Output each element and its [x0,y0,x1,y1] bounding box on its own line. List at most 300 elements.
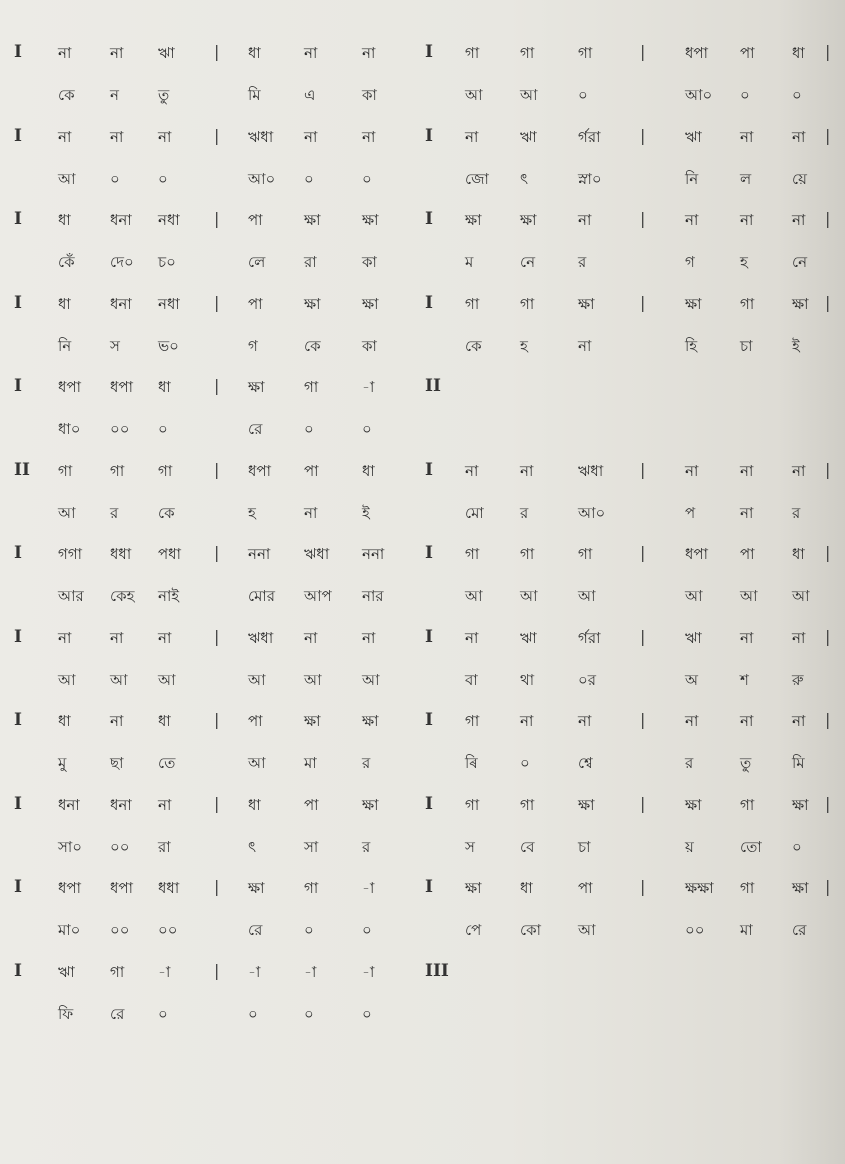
swara-note: ক্ষা [685,795,702,814]
barline: | [640,459,646,479]
swara-note: ননা [248,545,271,563]
swara-note: না [465,461,479,480]
swara-note: গগা [58,545,83,563]
swara-line [0,961,845,991]
swara-note: গা [520,44,535,62]
lyric-syllable: কা [362,253,377,271]
lyric-syllable: ০ [110,169,120,188]
swara-note: ননা [362,545,385,563]
swara-line [0,376,845,406]
barline: I [425,793,433,814]
swara-note: ক্ষা [685,294,702,313]
swara-note: না [792,628,806,647]
barline: | [640,42,646,61]
lyric-syllable: ০ [362,1004,372,1023]
swara-note: ঋা [158,44,175,62]
swara-note: গা [304,879,319,897]
swara-note: পধা [158,545,181,563]
barline: | [640,877,646,896]
lyric-syllable: য়ে [792,169,807,188]
lyric-syllable: বা [465,670,478,689]
swara-note: পা [740,545,755,563]
swara-note: গা [465,545,480,563]
lyric-syllable: শ্বে [578,754,593,772]
lyric-syllable: তো [740,837,762,856]
barline: I [425,209,433,229]
barline: | [214,376,220,395]
swara-note: না [520,712,534,730]
lead-barline: I [14,960,22,981]
lyric-syllable: র [362,837,371,856]
swara-note: পা [248,712,263,730]
lyric-syllable: ০০ [110,420,130,438]
lyric-syllable: মি [248,86,261,104]
lyric-syllable: ৰি [465,754,478,772]
lyric-syllable: মা [304,754,317,772]
lyric-syllable: ০ [792,86,802,104]
swara-note: গা [520,294,535,313]
swara-note: ঋধা [304,545,330,563]
lyric-syllable: ০ [304,1004,314,1023]
lyric-syllable: ই [362,503,370,522]
lyric-syllable: ০ [740,86,750,104]
lyric-syllable: অ [685,670,698,689]
lyric-syllable: ম [465,253,474,271]
lyric-syllable: থা [520,670,535,689]
swara-note: না [362,127,376,146]
lyric-syllable: তু [740,754,752,772]
lyric-line [0,1003,845,1033]
swara-note: -া [304,962,317,981]
swara-line [0,42,845,72]
lyric-syllable: কেহ [110,587,135,605]
lyric-syllable: স [110,336,120,355]
lyric-syllable: গ [685,253,695,271]
end-barline: | [825,209,831,228]
lyric-syllable: না [740,503,754,522]
barline: I [425,877,433,897]
lyric-syllable: সা০ [58,837,83,856]
lead-barline: II [14,459,30,480]
swara-note: না [158,795,172,814]
lyric-syllable: আ [110,670,128,689]
swara-note: ক্ষা [578,795,595,814]
barline: | [214,793,220,813]
lyric-line [0,84,845,114]
lyric-syllable: রে [110,1004,125,1023]
lyric-syllable: জো [465,169,489,188]
barline: | [640,209,646,228]
swara-note: ক্ষা [362,795,379,814]
lyric-syllable: লে [248,253,266,271]
lyric-syllable: দে০ [110,253,134,271]
lyric-syllable: আ০ [685,86,713,104]
swara-note: ঋা [520,628,537,647]
lyric-syllable: মা০ [58,921,81,939]
lyric-syllable: র [578,253,587,271]
swara-note: না [685,712,699,730]
swara-note: ধপা [110,378,133,396]
barline: | [640,543,646,562]
swara-note: না [158,127,172,146]
lyric-syllable: মো [465,503,484,522]
barline: | [640,125,646,145]
swara-note: ধা [248,44,261,62]
lead-barline: I [14,209,22,229]
lead-barline: I [14,543,22,563]
swara-note: ক্ষা [578,294,595,313]
lyric-syllable: রে [792,921,807,939]
barline: | [640,793,646,813]
swara-note: গা [740,879,755,897]
swara-note: না [520,461,534,480]
lyric-syllable: ৎ [520,169,529,188]
swara-note: ধধা [110,545,132,563]
barline: | [214,125,220,145]
lyric-syllable: তু [158,86,170,104]
barline: | [214,543,220,562]
lyric-syllable: আ [465,86,483,104]
lyric-syllable: আ [465,587,483,605]
lead-barline: I [14,626,22,647]
lyric-line [0,502,845,532]
swara-note: ধনা [58,795,80,814]
lyric-syllable: আর [58,587,84,605]
swara-note: ধা [158,378,171,396]
swara-note: ধা [58,294,71,313]
swara-line [0,126,845,156]
lyric-syllable: স্না০ [578,169,602,188]
swara-note: ঋা [520,127,537,146]
barline: | [214,710,220,729]
lyric-syllable: ০ [158,1004,168,1023]
barline: I [425,459,433,480]
lyric-syllable: কে [304,336,321,355]
swara-note: ধপা [110,879,133,897]
swara-line [0,209,845,239]
barline: | [214,209,220,228]
swara-line [0,877,845,907]
lyric-syllable: ০ [578,86,588,104]
swara-note: ধপা [685,44,708,62]
swara-note: ধপা [248,461,271,480]
swara-note: না [304,127,318,146]
lyric-syllable: প [685,503,696,522]
lyric-syllable: ০ [362,921,372,939]
swara-note: পা [304,795,319,814]
swara-note: না [792,211,806,229]
lyric-line [0,251,845,281]
swara-note: ধা [58,712,71,730]
lyric-syllable: স [465,837,475,856]
barline: | [214,459,220,479]
lyric-syllable: ০০ [158,921,178,939]
swara-note: -া [362,378,375,396]
swara-note: গা [465,712,480,730]
swara-note: না [465,628,479,647]
barline: | [640,626,646,646]
lead-barline: I [14,793,22,814]
swara-note: ধা [792,545,805,563]
lyric-syllable: ল [740,169,752,188]
lyric-syllable: তে [158,754,176,772]
lyric-syllable: মু [58,754,67,772]
lyric-syllable: হ [740,253,748,271]
swara-note: না [110,712,124,730]
swara-note: না [740,628,754,647]
lyric-syllable: কা [362,86,377,104]
swara-note: ঋধা [248,628,274,647]
swara-note: ঋা [685,127,702,146]
swara-note: ক্ষা [792,795,809,814]
barline: | [640,710,646,729]
lyric-syllable: র [792,503,801,522]
lyric-syllable: আ [248,670,266,689]
barline: | [214,292,220,312]
barline: I [425,543,433,563]
swara-note: ক্ষা [248,879,265,897]
lyric-syllable: র [362,754,371,772]
lyric-syllable: আ০ [248,169,276,188]
lyric-syllable: আ [578,587,596,605]
lyric-syllable: পে [465,921,482,939]
swara-note: -া [362,879,375,897]
swara-note: পা [578,879,593,897]
swara-note: ধা [58,211,71,229]
lyric-syllable: আ [248,754,266,772]
lyric-syllable: নার [362,587,384,605]
swara-note: গা [520,795,535,814]
swara-line [0,460,845,490]
lyric-syllable: র [520,503,529,522]
lyric-syllable: ০০ [110,837,130,856]
end-barline: | [825,877,831,896]
lead-barline: I [14,376,22,396]
swara-note: না [110,628,124,647]
swara-note: গা [740,795,755,814]
lyric-syllable: ধা০ [58,420,81,438]
end-barline: | [825,543,831,562]
end-barline: | [825,626,831,646]
swara-note: গা [58,461,73,480]
lyric-syllable: আ [58,169,76,188]
barline: I [425,42,433,62]
lyric-syllable: ফি [58,1004,74,1023]
lyric-syllable: ০ [158,420,168,438]
swara-line [0,710,845,740]
barline: II [425,376,441,396]
swara-line [0,543,845,573]
swara-note: না [304,628,318,647]
lyric-syllable: ০ [362,169,372,188]
swara-note: ক্ষা [362,712,379,730]
lyric-syllable: গ [248,336,258,355]
lyric-line [0,585,845,615]
swara-note: না [58,127,72,146]
swara-note: গা [465,795,480,814]
lyric-syllable: ছা [110,754,124,772]
lyric-syllable: কে [58,86,75,104]
swara-note: ক্ষক্ষা [685,879,714,897]
barline: | [214,42,220,61]
lyric-syllable: ০ [304,420,314,438]
swara-note: ধপা [58,879,81,897]
swara-note: না [58,628,72,647]
lyric-syllable: আ [58,670,76,689]
swara-note: ক্ষা [304,211,321,229]
swara-line [0,293,845,323]
swara-note: না [304,44,318,62]
swara-note: না [58,44,72,62]
swara-note: গা [304,378,319,396]
swara-note: ঋধা [248,127,274,146]
swara-note: না [740,211,754,229]
lyric-syllable: ন [110,86,119,104]
swara-note: ধা [248,795,261,814]
swara-note: না [792,461,806,480]
lyric-line [0,919,845,949]
lyric-syllable: ০ [248,1004,258,1023]
lyric-syllable: কো [520,921,541,939]
swara-note: না [685,461,699,480]
lyric-syllable: মোর [248,587,276,605]
swara-note: ক্ষা [520,211,537,229]
swara-note: না [362,628,376,647]
lyric-syllable: রা [304,253,317,271]
lyric-syllable: আপ [304,587,332,605]
lyric-syllable: নি [58,336,72,355]
lyric-syllable: না [304,503,318,522]
lyric-syllable: ৎ [248,837,257,856]
lyric-syllable: রা [158,837,171,856]
swara-note: ক্ষা [465,211,482,229]
swara-note: -া [158,962,171,981]
lyric-syllable: আ [520,587,538,605]
swara-note: ঋা [685,628,702,647]
lyric-syllable: আ [520,86,538,104]
swara-note: পা [740,44,755,62]
lyric-syllable: নে [792,253,808,271]
lyric-syllable: হি [685,336,698,355]
swara-note: ধা [158,712,171,730]
end-barline: | [825,292,831,312]
swara-note: ক্ষা [465,879,482,897]
lyric-line [0,669,845,699]
swara-note: ধা [792,44,805,62]
lyric-syllable: র [685,754,694,772]
swara-note: নধা [158,211,180,229]
lyric-syllable: না [578,336,592,355]
lyric-line [0,168,845,198]
swara-note: ধধা [158,879,180,897]
swara-note: গা [465,44,480,62]
lyric-syllable: হ [248,503,256,522]
lyric-syllable: হ [520,336,528,355]
lyric-syllable: আ [740,587,758,605]
barline: I [425,292,433,313]
swara-note: ঋা [58,962,75,981]
swara-note: র্গরা [578,127,601,146]
end-barline: | [825,42,831,61]
lyric-syllable: রে [248,420,263,438]
lyric-syllable: ০ [304,921,314,939]
swara-note: না [158,628,172,647]
swara-note: না [685,211,699,229]
barline: | [214,960,220,980]
lyric-syllable: এ [304,86,316,104]
lyric-syllable: কে [158,503,175,522]
swara-note: না [578,211,592,229]
swara-note: গা [578,44,593,62]
swara-note: ক্ষা [304,294,321,313]
barline: | [214,626,220,646]
end-barline: | [825,710,831,729]
swara-note: গা [158,461,173,480]
lyric-syllable: বে [520,837,535,856]
lyric-syllable: নে [520,253,536,271]
swara-note: ধনা [110,211,132,229]
lead-barline: I [14,710,22,730]
barline: I [425,125,433,146]
lyric-syllable: মা [740,921,753,939]
lyric-syllable: ০০ [685,921,705,939]
lyric-syllable: আ [158,670,176,689]
lyric-syllable: ০ [792,837,802,856]
swara-note: পা [304,461,319,480]
swara-note: ঋধা [578,461,604,480]
lyric-syllable: চা [740,336,753,355]
swara-note: না [792,712,806,730]
lyric-syllable: রু [792,670,804,689]
swara-note: নধা [158,294,180,313]
barline: | [214,877,220,896]
lyric-syllable: আ০ [578,503,606,522]
lyric-line [0,836,845,866]
end-barline: | [825,125,831,145]
lyric-syllable: আ [578,921,596,939]
lead-barline: I [14,42,22,62]
lyric-syllable: সা [304,837,319,856]
lyric-syllable: ০ [158,169,168,188]
swara-note: না [465,127,479,146]
swara-note: গা [465,294,480,313]
swara-note: গা [578,545,593,563]
swara-note: না [740,712,754,730]
swara-note: -া [248,962,261,981]
barline: | [640,292,646,312]
swara-note: গা [520,545,535,563]
swara-note: না [362,44,376,62]
swara-note: না [740,127,754,146]
swara-note: ধা [362,461,375,480]
lyric-syllable: নাই [158,587,180,605]
lead-barline: I [14,877,22,897]
swara-note: -া [362,962,375,981]
lyric-line [0,335,845,365]
lyric-syllable: শ [740,670,749,689]
lyric-syllable: আ [685,587,703,605]
swara-note: ধা [520,879,533,897]
lyric-syllable: কেঁ [58,253,75,271]
lead-barline: I [14,292,22,313]
lyric-syllable: ০র [578,670,597,689]
swara-note: ক্ষা [792,294,809,313]
lyric-syllable: ০ [304,169,314,188]
barline: I [425,626,433,647]
barline: I [425,710,433,730]
lyric-syllable: ই [792,336,800,355]
end-barline: | [825,793,831,813]
